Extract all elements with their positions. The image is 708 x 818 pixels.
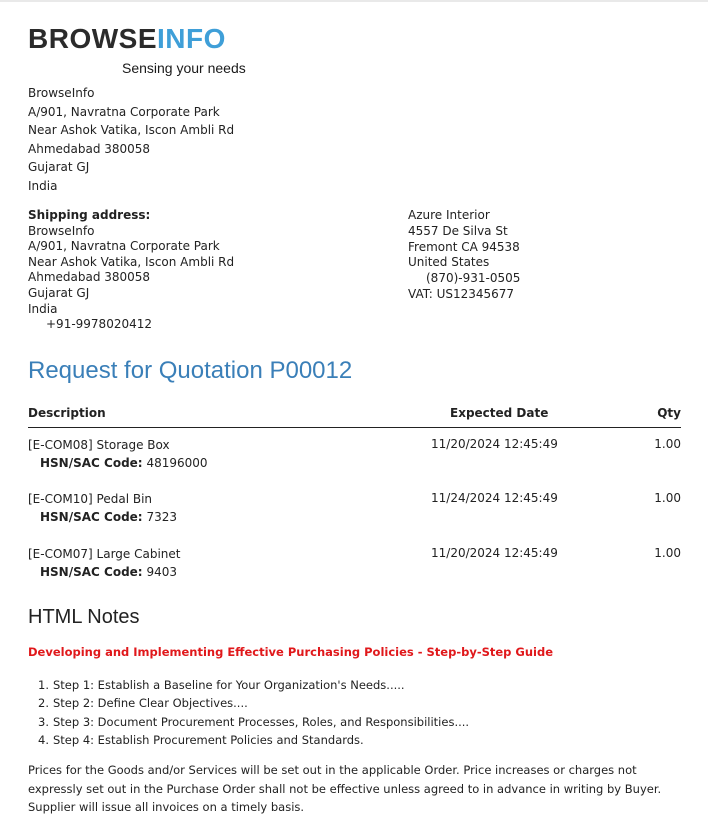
address-line: BrowseInfo [28, 86, 95, 100]
row-qty: 1.00 [654, 546, 681, 560]
table-row [28, 491, 681, 531]
row-expected-date: 11/20/2024 12:45:49 [431, 437, 558, 451]
page-title: Request for Quotation P00012 [28, 357, 353, 384]
vendor-address [408, 208, 520, 303]
shipping-line: BrowseInfo [28, 223, 95, 238]
notes-subheading: Developing and Implementing Effective Purchasing Policies - Step-by-Step Guide [28, 645, 554, 659]
vendor-line: United States [408, 255, 490, 270]
notes-steps-list [38, 676, 469, 749]
hsn-value: 9403 [146, 564, 177, 579]
shipping-address-label: Shipping address: [28, 208, 151, 222]
logo-part-info: INFO [157, 23, 226, 54]
row-qty: 1.00 [654, 491, 681, 505]
row-expected-date: 11/24/2024 12:45:49 [431, 491, 558, 505]
list-item [38, 731, 469, 749]
address-line: Near Ashok Vatika, Iscon Ambli Rd [28, 123, 235, 137]
address-line: Gujarat GJ [28, 160, 90, 174]
order-lines-table [28, 404, 681, 579]
vendor-line: 4557 De Silva St [408, 223, 508, 238]
row-qty: 1.00 [654, 437, 681, 451]
hsn-label: HSN/SAC Code: [40, 564, 143, 579]
step-text: Step 2: Define Clear Objectives.... [53, 696, 248, 711]
row-product: [E-COM10] Pedal Bin [28, 492, 153, 506]
row-description [28, 546, 181, 581]
shipping-address [28, 208, 234, 333]
address-line: India [28, 178, 58, 193]
shipping-line: A/901, Navratna Corporate Park [28, 239, 220, 254]
row-product: [E-COM08] Storage Box [28, 438, 170, 452]
vendor-phone: (870)-931-0505 [426, 271, 521, 286]
step-text: Step 1: Establish a Baseline for Your Organization's Needs..... [53, 678, 405, 692]
list-item [38, 694, 469, 712]
vendor-vat: VAT: US12345677 [408, 286, 515, 301]
step-text: Step 3: Document Procurement Processes, Roles, and Responsibilities.... [53, 714, 470, 729]
shipping-phone: +91-9978020412 [46, 317, 153, 332]
table-row [28, 437, 681, 477]
logo-part-browse: BROWSE [28, 23, 157, 54]
address-line: A/901, Navratna Corporate Park [28, 104, 220, 119]
row-description [28, 437, 208, 472]
list-item [38, 713, 469, 731]
header-description: Description [28, 406, 106, 420]
step-number: 1. [38, 678, 49, 692]
hsn-label: HSN/SAC Code: [40, 509, 143, 524]
logo-wordmark [28, 24, 226, 54]
hsn-value: 7323 [146, 509, 177, 524]
table-row [28, 546, 681, 586]
step-number: 3. [38, 714, 49, 729]
hsn-value: 48196000 [146, 455, 208, 470]
step-text: Step 4: Establish Procurement Policies and Standards. [53, 732, 364, 747]
shipping-line: Ahmedabad 380058 [28, 270, 151, 285]
header-expected-date: Expected Date [450, 406, 549, 420]
step-number: 2. [38, 696, 49, 711]
row-description [28, 491, 177, 526]
shipping-line: India [28, 301, 58, 316]
shipping-line: Near Ashok Vatika, Iscon Ambli Rd [28, 254, 235, 269]
list-item [38, 676, 469, 694]
step-number: 4. [38, 732, 49, 747]
hsn-label: HSN/SAC Code: [40, 455, 143, 470]
row-hsn [28, 509, 177, 527]
header-qty: Qty [657, 406, 681, 420]
vendor-line: Fremont CA 94538 [408, 239, 520, 254]
row-hsn [28, 564, 181, 582]
shipping-line: Gujarat GJ [28, 285, 90, 300]
notes-heading: HTML Notes [28, 606, 140, 628]
address-line: Ahmedabad 380058 [28, 141, 151, 156]
company-address [28, 84, 234, 195]
terms-paragraph: Prices for the Goods and/or Services will be set out in the applicable Order. Price increases or charges not expressly set out in the Purchase Order shall not be effective unless agreed to in advance in writing by Buyer. Supplier will issue all invoices on a timely basis. [28, 763, 662, 814]
table-header [28, 404, 681, 428]
top-divider [0, 0, 708, 2]
company-logo [28, 23, 246, 76]
row-hsn [28, 455, 208, 473]
logo-tagline: Sensing your needs [122, 60, 246, 76]
row-product: [E-COM07] Large Cabinet [28, 547, 181, 561]
row-expected-date: 11/20/2024 12:45:49 [431, 546, 558, 560]
vendor-line: Azure Interior [408, 208, 490, 222]
